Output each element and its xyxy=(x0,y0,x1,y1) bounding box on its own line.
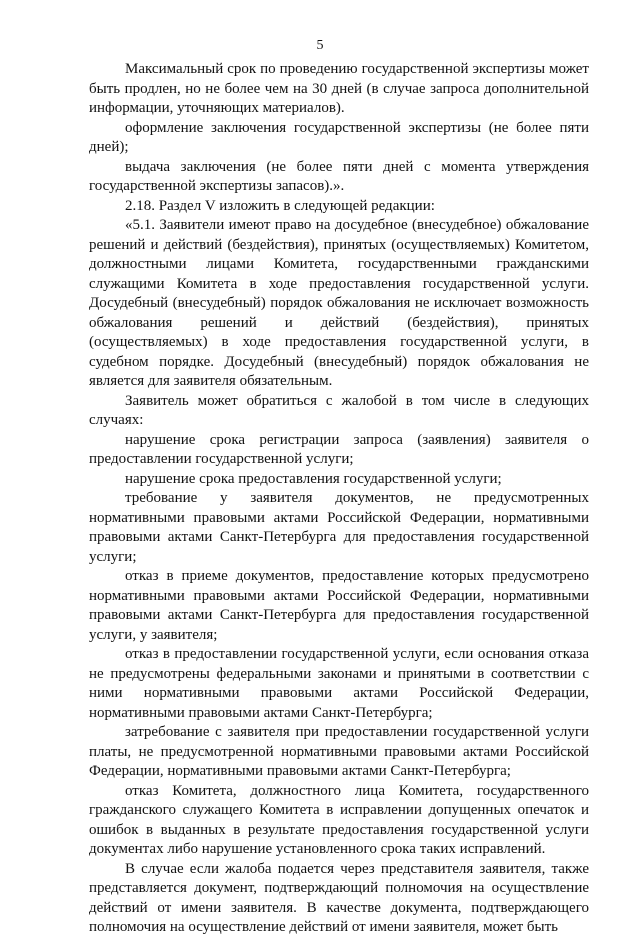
paragraph-section-v-amendment: 2.18. Раздел V изложить в следующей редакции: xyxy=(125,197,435,214)
paragraph-5-1-appeal-right: «5.1. Заявители имеют право на досудебное (внесудебное) обжалование решений и действий (бездействия), принятых (осуществляемых) Комитетом, должностными лицами Комитета, государственными гражданскими служащими Комитета в ходе предоставления государственной услуги. Досудебный (внесудебный) порядок обжалования не исключает возможность обжалования решений и действий (бездействия), принятых (осуществляемых) в ходе предоставления государственной услуги, в судебном порядке. Досудебный (внесудебный) порядок обжалования не является для заявителя обязательным. xyxy=(89,217,589,389)
list-item-service-deadline: нарушение срока предоставления государственной услуги; xyxy=(125,470,502,487)
paragraph-conclusion-issuance: выдача заключения (не более пяти дней с момента утверждения государственной экспертизы запасов).». xyxy=(89,158,589,194)
page-number: 5 xyxy=(316,38,324,53)
list-item-unlawful-fee: затребование с заявителя при предоставлении государственной услуги платы, не предусмотренной нормативными правовыми актами Российской Федерации, нормативными правовыми актами Санкт-Петербурга; xyxy=(89,724,589,779)
document-body xyxy=(89,60,589,938)
paragraph-conclusion-drafting: оформление заключения государственной экспертизы (не более пяти дней); xyxy=(89,119,589,155)
list-item-document-refusal: отказ в приеме документов, предоставление которых предусмотрено нормативными правовыми актами Российской Федерации, нормативными правовыми актами Санкт-Петербурга для предоставления государственной услуги, у заявителя; xyxy=(89,568,589,643)
paragraph-expertise-extension: Максимальный срок по проведению государственной экспертизы может быть продлен, но не более чем на 30 дней (в случае запроса дополнительной информации, уточняющих материалов). xyxy=(89,61,589,116)
list-item-extra-documents: требование у заявителя документов, не предусмотренных нормативными правовыми актами Российской Федерации, нормативными правовыми актами Санкт-Петербурга для предоставления государственной услуги; xyxy=(89,490,589,565)
paragraph-representative: В случае если жалоба подается через представителя заявителя, также представляется документ, подтверждающий полномочия на осуществление действий от имени заявителя. В качестве документа, подтверждающего полномочия на осуществление действий от имени заявителя, может быть xyxy=(89,860,589,935)
list-item-registration-deadline: нарушение срока регистрации запроса (заявления) заявителя о предоставлении государственной услуги; xyxy=(89,431,589,467)
list-item-service-refusal: отказ в предоставлении государственной услуги, если основания отказа не предусмотрены федеральными законами и принятыми в соответствии с ними нормативными правовыми актами Российской Федерации, нормативными правовыми актами Санкт-Петербурга; xyxy=(89,646,589,721)
paragraph-complaint-cases-intro: Заявитель может обратиться с жалобой в том числе в следующих случаях: xyxy=(89,392,589,428)
list-item-correction-refusal: отказ Комитета, должностного лица Комитета, государственного гражданского служащего Комитета в исправлении допущенных опечаток и ошибок в выданных в результате предоставления государственной услуги документах либо нарушение установленного срока таких исправлений. xyxy=(89,782,589,857)
